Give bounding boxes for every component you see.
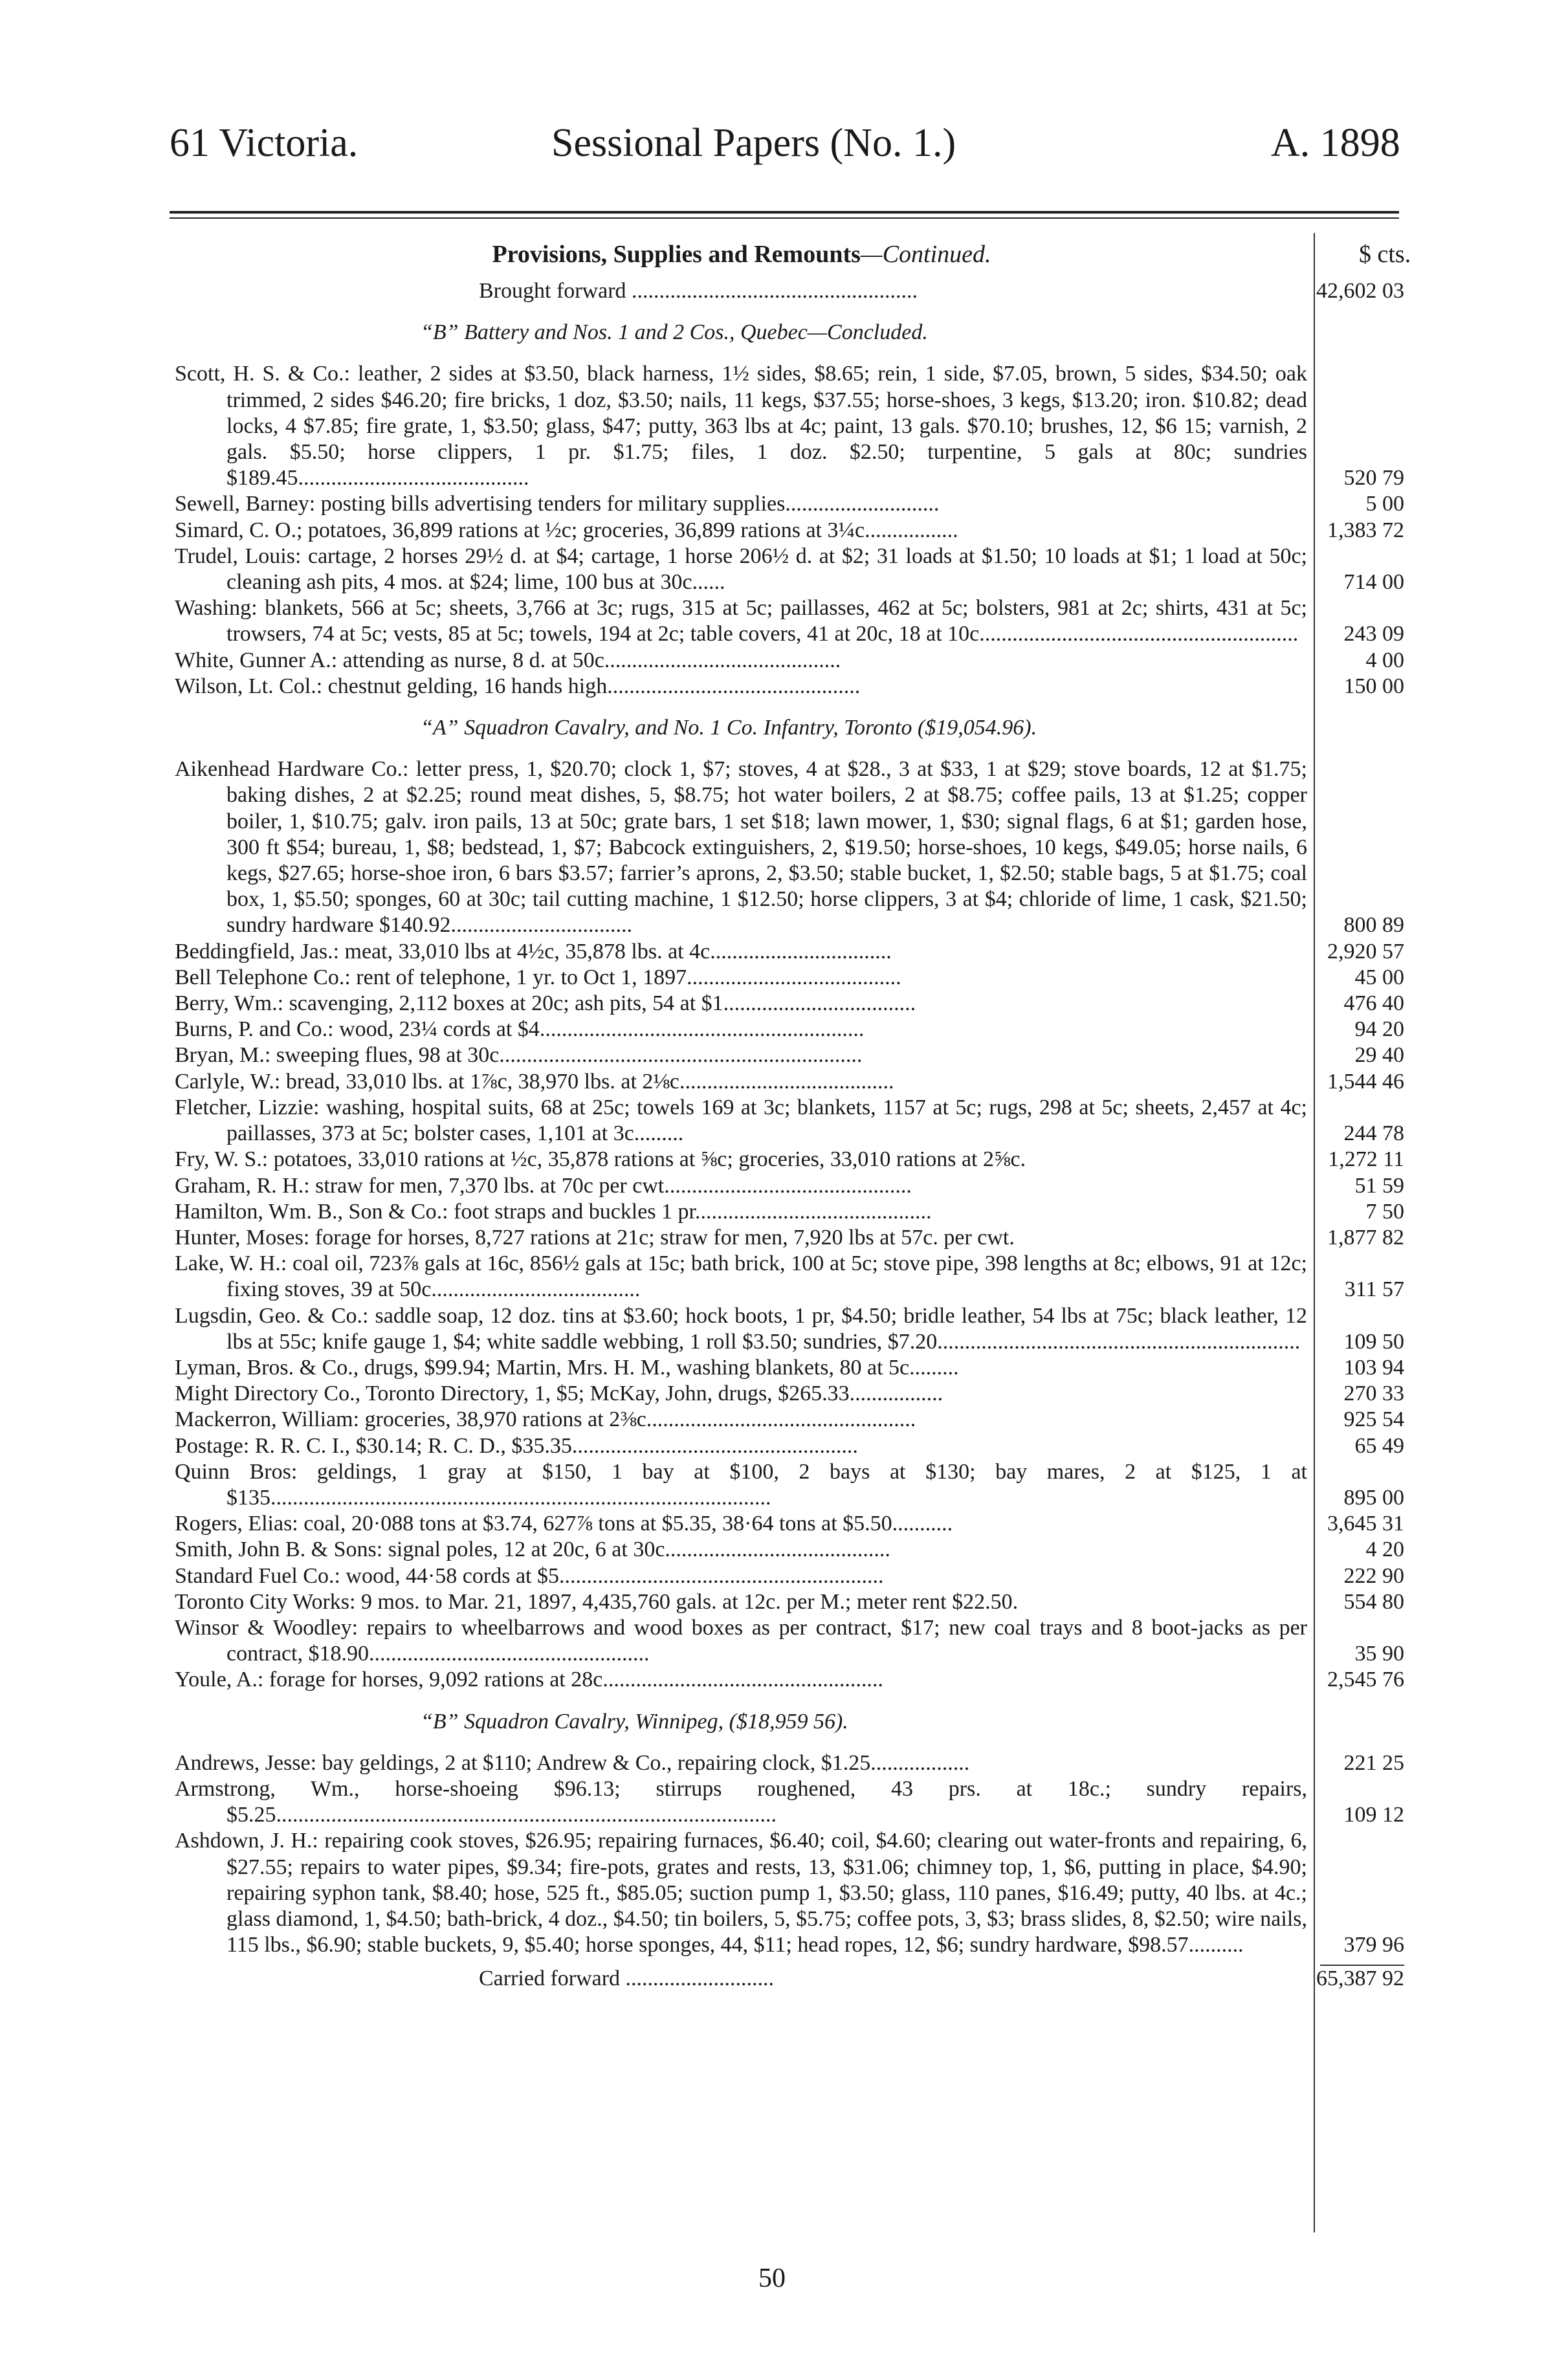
entry-description: Bell Telephone Co.: rent of telephone, 1 yr. to Oct 1, 1897....................................... (175, 965, 901, 989)
entry-description: Standard Fuel Co.: wood, 44·58 cords at $5........................................................... (175, 1563, 884, 1588)
ledger-entry (175, 1017, 1404, 1042)
entry-description: Lyman, Bros. & Co., drugs, $99.94; Martin, Mrs. H. M., washing blankets, 80 at 5c......... (175, 1355, 959, 1380)
entry-amount: 1,272 11 (1328, 1147, 1404, 1172)
entry-description: Graham, R. H.: straw for men, 7,370 lbs. at 70c per cwt............................................. (175, 1173, 912, 1198)
ledger-entry (175, 491, 1404, 517)
entry-description: Lugsdin, Geo. & Co.: saddle soap, 12 doz. tins at $3.60; hock boots, 1 pr, $4.50; bridle leather, 54 lbs at 75c; black leather, 12 lbs at 55c; knife gauge 1, $4; white saddle webbing, 1 roll $3.50; sundries, $7.20.................................................................. (175, 1303, 1307, 1354)
entry-amount: 925 54 (1343, 1407, 1404, 1432)
ledger-entry (175, 1407, 1404, 1433)
entry-amount: 520 79 (1343, 466, 1404, 490)
ledger-entry (175, 1537, 1404, 1563)
brought-forward-amount: 42,602 03 (1316, 279, 1404, 303)
entry-amount: 2,545 76 (1327, 1668, 1404, 1692)
entry-amount: 1,877 82 (1327, 1225, 1404, 1250)
entry-amount: 1,383 72 (1327, 518, 1404, 542)
ledger-entry (175, 361, 1404, 491)
ledger-entry (175, 1589, 1404, 1615)
section-heading: “B” Squadron Cavalry, Winnipeg, ($18,959 56). (421, 1709, 848, 1734)
ledger-entry (175, 939, 1404, 965)
header-year: A. 1898 (1271, 121, 1400, 165)
ledger-entry (175, 1199, 1404, 1225)
entry-description: Burns, P. and Co.: wood, 23¼ cords at $4........................................................... (175, 1017, 865, 1042)
entry-description: Bryan, M.: sweeping flues, 98 at 30c.................................................................. (175, 1043, 863, 1068)
entry-amount: 2,920 57 (1327, 939, 1404, 964)
ledger-entry (175, 674, 1404, 700)
ledger-entry (175, 991, 1404, 1017)
entry-amount: 109 50 (1343, 1329, 1404, 1354)
section-entries (175, 756, 1404, 1693)
entry-amount: 35 90 (1354, 1642, 1404, 1666)
entry-description: Andrews, Jesse: bay geldings, 2 at $110; Andrew & Co., repairing clock, $1.25.................. (175, 1750, 970, 1775)
entry-description: Toronto City Works: 9 mos. to Mar. 21, 1897, 4,435,760 gals. at 12c. per M.; meter rent $22.50. (175, 1589, 1019, 1614)
entry-amount: 29 40 (1354, 1043, 1404, 1068)
entry-amount: 51 59 (1354, 1173, 1404, 1198)
entry-amount: 221 25 (1343, 1750, 1404, 1775)
ledger-entry (175, 1615, 1404, 1667)
entry-description: Might Directory Co., Toronto Directory, 1, $5; McKay, John, drugs, $265.33................. (175, 1382, 943, 1406)
ledger-entry (175, 1147, 1404, 1173)
ledger-entry (175, 1667, 1404, 1693)
ledger-entry (175, 1459, 1404, 1511)
entry-amount: 476 40 (1343, 991, 1404, 1016)
entry-description: Sewell, Barney: posting bills advertising tenders for military supplies............................ (175, 492, 940, 516)
entry-amount: 150 00 (1343, 674, 1404, 698)
section-entries (175, 1750, 1404, 1959)
entry-amount: 7 50 (1365, 1199, 1404, 1224)
page-number: 50 (758, 2264, 786, 2293)
entry-description: Fry, W. S.: potatoes, 33,010 rations at ½c, 35,878 rations at ⅝c; groceries, 33,010 rations at 2⅝c. (175, 1147, 1026, 1172)
entry-amount: 244 78 (1343, 1121, 1404, 1146)
entry-description: Scott, H. S. & Co.: leather, 2 sides at $3.50, black harness, 1½ sides, $8.65; rein, 1 side, $7.05, brown, 5 sides, $34.50; oak trimmed, 2 sides $46.20; fire bricks, 1 doz, $3.50; nails, 11 kegs, $37.55; horse-shoes, 3 kegs, $13.20; iron. $10.82; dead locks, 4 $7.85; fire grate, 1, $3.50; glass, $47; putty, 363 lbs at 4c; paint, 13 gals. $70.10; brushes, 12, $6 15; varnish, 2 gals. $5.50; horse clippers, 1 pr. $1.75; files, 1 doz. $2.50; turpentine, 5 gals at 80c; sundries $189.45.......................................... (175, 362, 1307, 490)
entry-amount: 800 89 (1343, 913, 1404, 938)
entry-amount: 243 09 (1343, 622, 1404, 646)
entry-description: Smith, John B. & Sons: signal poles, 12 at 20c, 6 at 30c......................................... (175, 1537, 890, 1562)
ledger-entry (175, 1433, 1404, 1459)
table-title (170, 238, 1314, 270)
entry-description: Trudel, Louis: cartage, 2 horses 29½ d. at $4; cartage, 1 horse 206½ d. at $2; 31 loads at $1.50; 10 loads at $1; 1 load at 50c; cleaning ash pits, 4 mos. at $24; lime, 100 bus at 30c...... (175, 544, 1307, 595)
entry-description: Aikenhead Hardware Co.: letter press, 1, $20.70; clock 1, $7; stoves, 4 at $28., 3 at $33, 1 at $29; stove boards, 12 at $1.75; baking dishes, 2 at $2.25; round meat dishes, 5, $8.75; hot water boilers, 2 at $8.75; coffee pails, 13 at $1.25; copper boiler, 1, $10.75; galv. iron pails, 13 at 50c; grate bars, 1 set $18; lawn mower, 1, $30; signal flags, 6 at $1; garden hose, 300 ft $54; bureau, 1, $8; bedstead, 1, $7; Babcock extinguishers, 2, $19.50; horse-shoes, 10 kegs, $49.05; horse nails, 6 kegs, $27.65; horse-shoe iron, 6 bars $3.57; farrier’s aprons, 2, $3.50; stable bucket, 1, $2.50; stable bags, 5 at $1.75; coal box, 1, $5.50; sponges, 60 at 30c; tail cutting machine, 1 $12.50; horse clippers, 3 at $4; chloride of lime, 1 cask, $21.50; sundry hardware $140.92................................. (175, 757, 1307, 938)
ledger-entry (175, 1381, 1404, 1407)
entry-description: Hamilton, Wm. B., Son & Co.: foot straps and buckles 1 pr........................................... (175, 1199, 932, 1224)
entry-amount: 4 20 (1365, 1537, 1404, 1562)
carried-forward-label: Carried forward ........................... (479, 1967, 775, 1991)
entry-amount: 222 90 (1343, 1563, 1404, 1588)
ledger-entry (175, 595, 1404, 647)
table-title-continued: —Continued. (860, 241, 991, 268)
entry-amount: 311 57 (1344, 1277, 1404, 1302)
entry-description: Rogers, Elias: coal, 20·088 tons at $3.74, 627⅞ tons at $5.35, 38·64 tons at $5.50........... (175, 1512, 953, 1536)
carried-forward-row (175, 1966, 1404, 1992)
entry-amount: 4 00 (1365, 648, 1404, 672)
entry-description: Quinn Bros: geldings, 1 gray at $150, 1 bay at $100, 2 bays at $130; bay mares, 2 at $125, 1 at $135........................................................................................... (175, 1459, 1307, 1510)
ledger-entry (175, 518, 1404, 544)
entry-amount: 379 96 (1343, 1933, 1404, 1957)
ledger-entry (175, 1776, 1404, 1828)
ledger-entry (175, 648, 1404, 674)
entry-description: Youle, A.: forage for horses, 9,092 rations at 28c................................................... (175, 1668, 883, 1692)
entry-description: Washing: blankets, 566 at 5c; sheets, 3,766 at 3c; rugs, 315 at 5c; paillasses, 462 at 5c; bolsters, 981 at 2c; shirts, 431 at 5c; trowsers, 74 at 5c; vests, 85 at 5c; towels, 194 at 2c; table covers, 41 at 20c, 18 at 10c.......................................................... (175, 596, 1307, 646)
entry-description: Lake, W. H.: coal oil, 723⅞ gals at 16c, 856½ gals at 15c; bath brick, 100 at 5c; stove pipe, 398 lengths at 8c; elbows, 91 at 12c; fixing stoves, 39 at 50c...................................... (175, 1251, 1307, 1302)
entry-amount: 3,645 31 (1327, 1512, 1404, 1536)
entry-description: Carlyle, W.: bread, 33,010 lbs. at 1⅞c, 38,970 lbs. at 2⅛c....................................... (175, 1069, 894, 1094)
ledger-entry (175, 965, 1404, 991)
entry-description: Mackerron, William: groceries, 38,970 rations at 2⅜c................................................. (175, 1407, 916, 1432)
entry-description: White, Gunner A.: attending as nurse, 8 d. at 50c........................................... (175, 648, 841, 672)
header-title: Sessional Papers (No. 1.) (551, 121, 956, 165)
entry-description: Hunter, Moses: forage for horses, 8,727 rations at 21c; straw for men, 7,920 lbs at 57c. per cwt. (175, 1225, 1015, 1250)
ledger-entry (175, 1251, 1404, 1303)
brought-forward-row (175, 278, 1404, 304)
entry-amount: 5 00 (1365, 492, 1404, 516)
entry-amount: 45 00 (1354, 965, 1404, 989)
header-rule-thick (170, 211, 1399, 214)
entry-amount: 270 33 (1343, 1382, 1404, 1406)
ledger-entry (175, 1225, 1404, 1251)
ledger-entry (175, 1750, 1404, 1776)
entry-description: Berry, Wm.: scavenging, 2,112 boxes at 20c; ash pits, 54 at $1................................... (175, 991, 916, 1016)
ledger-entry (175, 1303, 1404, 1355)
page-header (0, 120, 1544, 179)
entry-description: Postage: R. R. C. I., $30.14; R. C. D., $35.35.................................................... (175, 1433, 858, 1458)
entry-amount: 554 80 (1343, 1589, 1404, 1614)
ledger-entry (175, 1828, 1404, 1958)
brought-forward-label: Brought forward .................................................... (479, 279, 918, 303)
entry-amount: 1,544 46 (1327, 1069, 1404, 1094)
entry-description: Fletcher, Lizzie: washing, hospital suits, 68 at 25c; towels 169 at 3c; blankets, 1157 at 5c; rugs, 298 at 5c; sheets, 2,457 at 4c; paillasses, 373 at 5c; bolster cases, 1,101 at 3c......... (175, 1095, 1307, 1146)
entry-amount: 895 00 (1343, 1485, 1404, 1510)
ledger-entry (175, 756, 1404, 938)
ledger-entry (175, 1095, 1404, 1147)
currency-header: $ cts. (1359, 241, 1411, 268)
ledger-entry (175, 1355, 1404, 1381)
carried-forward-amount: 65,387 92 (1316, 1967, 1404, 1991)
section-heading: “B” Battery and Nos. 1 and 2 Cos., Quebec—Concluded. (421, 320, 928, 345)
ledger-entry (175, 1173, 1404, 1199)
ledger-entry (175, 1511, 1404, 1537)
ledger-entry (175, 1042, 1404, 1068)
entry-amount: 109 12 (1343, 1803, 1404, 1827)
ledger-entry (175, 1069, 1404, 1095)
entry-description: Simard, C. O.; potatoes, 36,899 rations at ½c; groceries, 36,899 rations at 3¼c................. (175, 518, 958, 542)
entry-description: Beddingfield, Jas.: meat, 33,010 lbs at 4½c, 35,878 lbs. at 4c................................. (175, 939, 892, 964)
entry-amount: 103 94 (1343, 1355, 1404, 1380)
ledger-entry (175, 544, 1404, 595)
table-title-bold: Provisions, Supplies and Remounts (492, 241, 861, 268)
section-entries (175, 361, 1404, 700)
ledger-body (175, 278, 1404, 1992)
header-rule-thin (170, 217, 1399, 219)
entry-amount: 714 00 (1343, 570, 1404, 595)
entry-description: Ashdown, J. H.: repairing cook stoves, $26.95; repairing furnaces, $6.40; coil, $4.60; clearing out water-fronts and repairing, 6, $27.55; repairs to water pipes, $9.34; fire-pots, grates and rests, 13, $31.06; chimney top, 1, $6, putting in place, $4.90; repairing syphon tank, $8.40; hose, 525 ft., $85.05; suction pump 1, $3.50; glass, 110 panes, $16.49; putty, 40 lbs. at 4c.; glass diamond, 1, $4.50; bath-brick, 4 doz., $4.50; tin boilers, 5, $5.75; coffee pots, 3, $3; brass slides, 8, $2.50; wire nails, 115 lbs., $6.90; stable buckets, 9, $5.40; horse sponges, 44, $11; head ropes, 12, $6; sundry hardware, $98.57.......... (175, 1829, 1307, 1957)
entry-amount: 94 20 (1354, 1017, 1404, 1042)
header-session: 61 Victoria. (170, 121, 358, 165)
entry-description: Armstrong, Wm., horse-shoeing $96.13; stirrups roughened, 43 prs. at 18c.; sundry repairs, $5.25........................................................................................... (175, 1776, 1307, 1827)
entry-description: Winsor & Woodley: repairs to wheelbarrows and wood boxes as per contract, $17; new coal trays and 8 boot-jacks as per contract, $18.90................................................... (175, 1615, 1307, 1666)
section-heading: “A” Squadron Cavalry, and No. 1 Co. Infantry, Toronto ($19,054.96). (421, 716, 1037, 740)
ledger-entry (175, 1563, 1404, 1589)
entry-amount: 65 49 (1354, 1433, 1404, 1458)
entry-description: Wilson, Lt. Col.: chestnut gelding, 16 hands high.............................................. (175, 674, 861, 698)
